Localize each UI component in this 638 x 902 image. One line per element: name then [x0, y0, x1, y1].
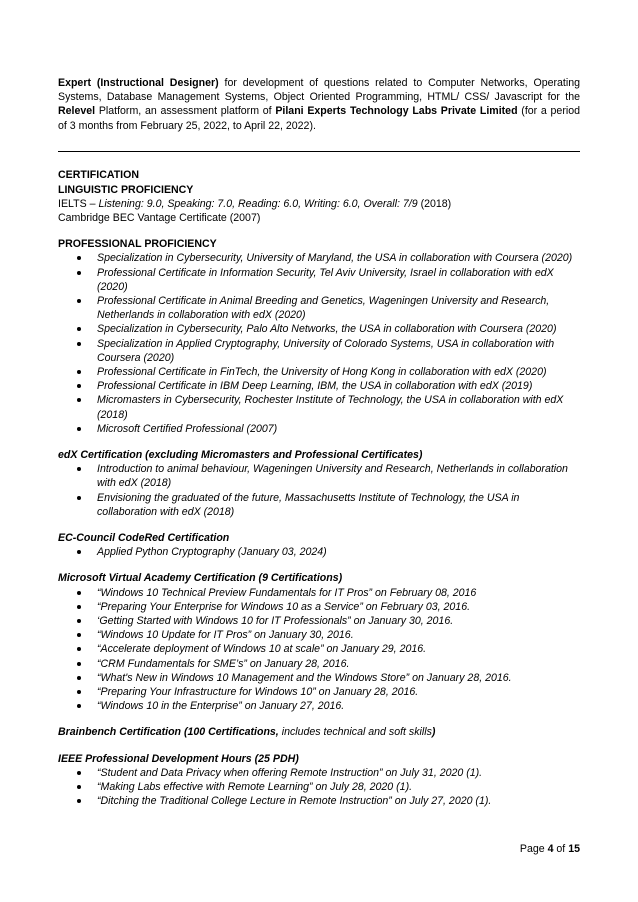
list-item: “Ditching the Traditional College Lecture in Remote Instruction” on July 27, 2020 (1).: [58, 794, 580, 808]
list-item: Microsoft Certified Professional (2007): [58, 422, 580, 436]
ec-council-list: [58, 545, 580, 559]
list-item: “Making Labs effective with Remote Learning” on July 28, 2020 (1).: [58, 780, 580, 794]
period-text: (for a period of 3 months from February 25, 2022, to April 22, 2022).: [58, 105, 580, 132]
list-item: Specialization in Cybersecurity, University of Maryland, the USA in collaboration with Coursera (2020): [58, 251, 580, 265]
brainbench-title: Brainbench Certification (100 Certifications,: [58, 726, 279, 739]
experience-paragraph: [58, 76, 580, 133]
ielts-year: (2018): [417, 197, 452, 210]
edx-list: [58, 462, 580, 519]
linguistic-heading: LINGUISTIC PROFICIENCY: [58, 183, 194, 196]
list-item: “Preparing Your Infrastructure for Windows 10” on January 28, 2016.: [58, 685, 580, 699]
list-item: Professional Certificate in FinTech, the University of Hong Kong in collaboration with edX (2020): [58, 365, 580, 379]
list-item: Professional Certificate in IBM Deep Learning, IBM, the USA in collaboration with edX (2019): [58, 379, 580, 393]
list-item: Professional Certificate in Animal Breeding and Genetics, Wageningen University and Research, Netherlands in collaboration with edX (2020): [58, 294, 580, 322]
current-page-number: 4: [547, 843, 554, 855]
platform-name: Relevel: [58, 105, 96, 118]
ieee-list: [58, 766, 580, 809]
ielts-prefix: IELTS –: [58, 197, 99, 210]
ieee-heading: IEEE Professional Development Hours (25 PDH): [58, 752, 299, 765]
professional-heading: PROFESSIONAL PROFICIENCY: [58, 238, 217, 251]
list-item: “CRM Fundamentals for SME’s” on January 28, 2016.: [58, 657, 580, 671]
list-item: “Windows 10 in the Enterprise” on January 27, 2016.: [58, 699, 580, 713]
company-name: Pilani Experts Technology Labs Private Limited: [275, 105, 518, 118]
of-word: of: [553, 843, 569, 855]
role-title: Expert (Instructional Designer): [58, 77, 219, 89]
list-item: Applied Python Cryptography (January 03, 2024): [58, 545, 580, 559]
section-divider: [58, 151, 580, 153]
list-item: “Windows 10 Update for IT Pros” on January 30, 2016.: [58, 628, 580, 642]
list-item: “Windows 10 Technical Preview Fundamentals for IT Pros” on February 08, 2016: [58, 586, 580, 600]
page-content: [58, 76, 580, 808]
list-item: Introduction to animal behaviour, Wageningen University and Research, Netherlands in collaboration with edX (2018): [58, 462, 580, 490]
platform-description: Platform, an assessment platform of: [95, 105, 276, 118]
list-item: Specialization in Cybersecurity, Palo Alto Networks, the USA in collaboration with Coursera (2020): [58, 322, 580, 336]
list-item: Professional Certificate in Information Security, Tel Aviv University, Israel in collaboration with edX (2020): [58, 266, 580, 294]
page-number-footer: [520, 842, 580, 856]
ec-council-heading: EC-Council CodeRed Certification: [58, 531, 230, 544]
ielts-scores: Listening: 9.0, Speaking: 7.0, Reading: 6.0, Writing: 6.0, Overall: 7/9: [98, 197, 418, 210]
brainbench-note: includes technical and soft skills: [278, 726, 432, 739]
certification-heading: CERTIFICATION: [58, 169, 140, 182]
edx-heading: edX Certification (excluding Micromasters and Professional Certificates): [58, 448, 423, 461]
mva-heading: Microsoft Virtual Academy Certification (9 Certifications): [58, 572, 343, 585]
list-item: “Student and Data Privacy when offering Remote Instruction” on July 31, 2020 (1).: [58, 766, 580, 780]
ielts-line: [58, 197, 580, 211]
role-description: for development of questions related to Computer Networks, Operating Systems, Database Management Systems, Object Oriented Programming, HTML/ CSS/ Javascript for the: [58, 77, 580, 104]
brainbench-heading: [58, 725, 580, 739]
brainbench-close: ): [431, 726, 436, 739]
page-word: Page: [519, 843, 548, 855]
list-item: ‘Getting Started with Windows 10 for IT Professionals” on January 30, 2016.: [58, 614, 580, 628]
total-page-count: 15: [568, 843, 580, 855]
mva-list: [58, 586, 580, 714]
list-item: Specialization in Applied Cryptography, University of Colorado Systems, USA in collaboration with Coursera (2020): [58, 337, 580, 365]
list-item: Micromasters in Cybersecurity, Rochester Institute of Technology, the USA in collaboration with edX (2018): [58, 393, 580, 421]
professional-list: [58, 251, 580, 436]
bec-line: Cambridge BEC Vantage Certificate (2007): [58, 211, 261, 224]
list-item: “Accelerate deployment of Windows 10 at scale” on January 29, 2016.: [58, 642, 580, 656]
list-item: “Preparing Your Enterprise for Windows 10 as a Service” on February 03, 2016.: [58, 600, 580, 614]
list-item: “What's New in Windows 10 Management and the Windows Store” on January 28, 2016.: [58, 671, 580, 685]
list-item: Envisioning the graduated of the future, Massachusetts Institute of Technology, the USA in collaboration with edX (2018): [58, 491, 580, 519]
